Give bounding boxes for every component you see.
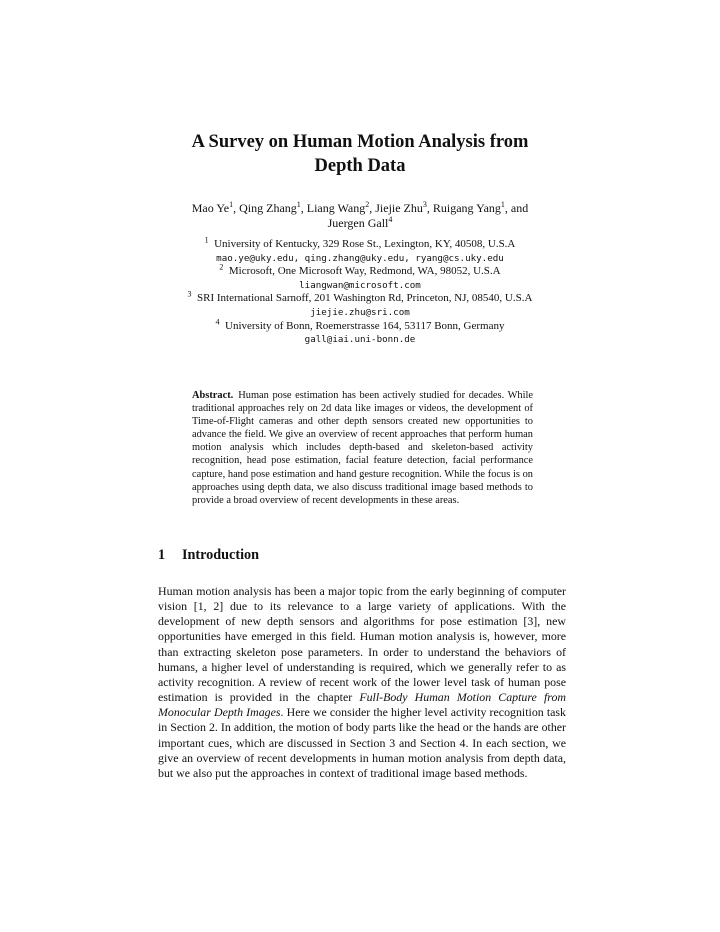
abstract-label: Abstract. — [192, 390, 234, 401]
author: Qing Zhang$^1$ — [239, 200, 301, 215]
introduction-body — [158, 584, 566, 781]
affiliation-email: liangwan@microsoft.com — [299, 279, 421, 291]
author: Ruigang Yang$^1$ — [432, 200, 505, 215]
affiliations — [150, 235, 570, 347]
author: Mao Ye$^1$ — [191, 200, 234, 215]
paper-title — [150, 130, 570, 178]
paragraph: Human motion analysis has been a major topic from the early beginning of computer vision [1, 2] due to its relevance to a large variety of applications. With the development of new depth sensors and algorithms for pose estimation [3], new opportunities have emerged in this field. Human motion analysis is, however, more than extracting skeleton pose parameters. In order to understand the behaviors of humans, a higher level of understanding is required, which we generally refer to as activity recognition. A review of recent work of the lower level task of human pose estimation is provided in the chapter Full-Body Human Motion Capture from Monocular Depth Images. Here we consider the higher level activity recognition task in Section 2. In addition, the motion of body parts like the head or the hands are other important cues, which are discussed in Section 3 and Section 4. In each section, we give an overview of recent developments in human motion analysis from depth data, but we also put the approaches in context of traditional image based methods. — [158, 584, 567, 780]
affiliation: $^1$ University of Kentucky, 329 Rose St., Lexington, KY, 40508, U.S.A — [204, 235, 516, 250]
abstract — [192, 389, 533, 507]
section-heading — [158, 547, 259, 564]
affiliation-email: jiejie.zhu@sri.com — [310, 306, 410, 318]
title-line-2: Depth Data — [314, 156, 406, 176]
chapter-title: Full-Body Human Motion Capture from Monocular Depth Images — [158, 690, 566, 720]
author: Liang Wang$^2$ — [306, 200, 370, 215]
title-line-1: A Survey on Human Motion Analysis from — [191, 132, 529, 152]
affiliation: $^2$ Microsoft, One Microsoft Way, Redmond, WA, 98052, U.S.A — [219, 262, 501, 278]
abstract-text: Human pose estimation has been actively studied for decades. While traditional approaches rely on 2d data like images or videos, the development of Time-of-Flight cameras and other depth sensors created new opportunities to advance the field. We give an overview of recent approaches that perform human motion analysis which includes depth-based and skeleton-based activity recognition, head pose estimation, facial feature detection, facial performance capture, hand pose estimation and hand gesture recognition. While the focus is on approaches using depth data, we also discuss traditional image based methods to provide a broad overview of recent developments in these areas. — [192, 390, 533, 506]
affiliation-email: gall@iai.uni-bonn.de — [304, 334, 416, 346]
author-list: Mao Ye$^1$, Qing Zhang$^1$, Liang Wang$^2$, Jiejie Zhu$^3$, Ruigang Yang$^1$, and Juergen Gall$^4$ — [191, 200, 529, 230]
author: Jiejie Zhu$^3$ — [375, 200, 427, 215]
section-number: 1 — [158, 547, 166, 563]
affiliation: $^3$ SRI International Sarnoff, 201 Washington Rd, Princeton, NJ, 08540, U.S.A — [187, 289, 533, 305]
affiliation-email: mao.ye@uky.edu, qing.zhang@uky.edu, ryang@cs.uky.edu — [216, 252, 504, 264]
section-title: Introduction — [182, 547, 259, 563]
author: Juergen Gall$^4$ — [327, 215, 393, 230]
affiliation: $^4$ University of Bonn, Roemerstrasse 164, 53117 Bonn, Germany — [215, 316, 505, 332]
authors-and: and — [510, 201, 529, 215]
